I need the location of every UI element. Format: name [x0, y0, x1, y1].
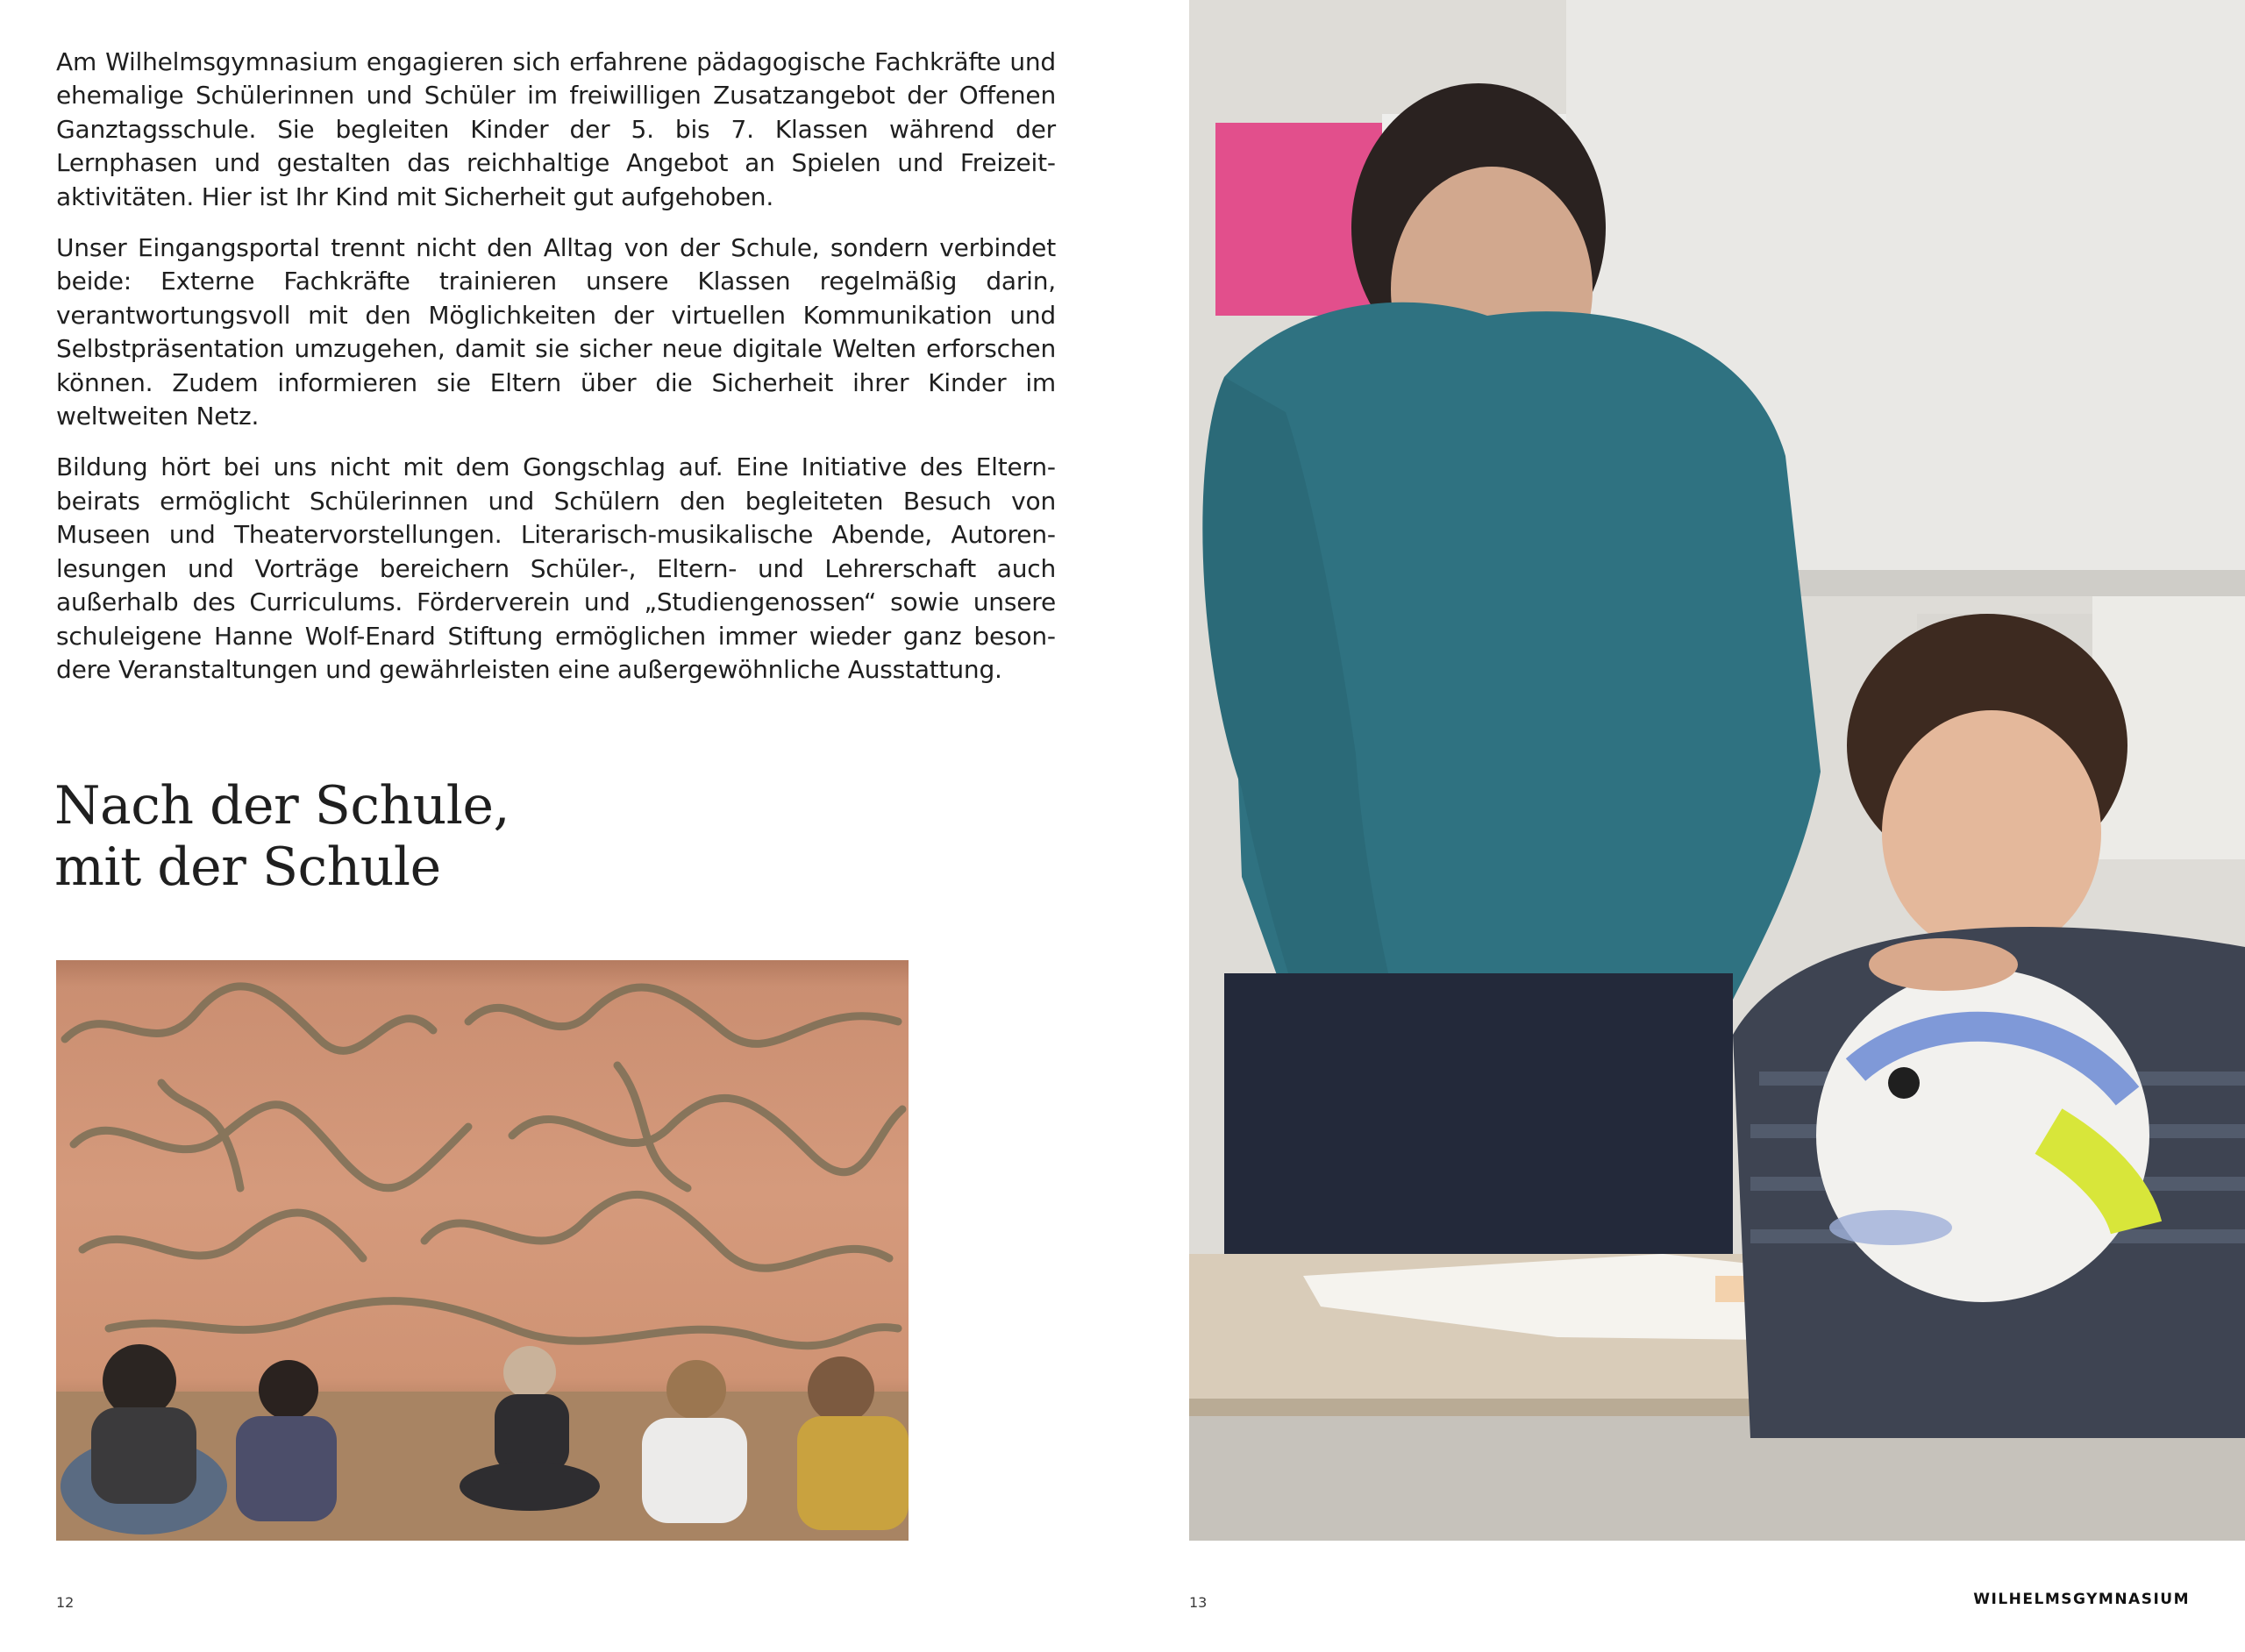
paragraph-ganztagsschule: Am Wilhelmsgymnasium engagieren sich erfahrene pädagogische Fachkräfte und ehemalige Schülerinnen und Schüler im freiwilligen Zusatzangebot der Offenen Ganztagsschule. Sie begleiten Kinder der 5. bis 7. Klassen während der Lernphasen und gestalten das reichhaltige Angebot an Spielen und Freizeitaktivitäten. Hier ist Ihr Kind mit Sicherheit gut aufgehoben. [56, 47, 1056, 211]
right-page [1189, 0, 2245, 1652]
paragraph-eingangsportal: Unser Eingangsportal trennt nicht den Alltag von der Schule, sondern verbindet beide: Externe Fachkräfte trainieren unsere Klassen regelmäßig darin, verantwortungsvoll mit den Möglichkeiten der virtuellen Kommunikation und Selbstpräsentation umzugehen, damit sie sicher neue digitale Welten erforschen können. Zudem informieren sie Eltern über die Sicherheit ihrer Kinder im weltweiten Netz. [56, 233, 1056, 431]
wall-painting-lines [65, 986, 902, 1346]
heading-line-1: Nach der Schule, [54, 775, 510, 837]
body-text [56, 46, 1056, 704]
boy-face [1882, 710, 2101, 956]
page-number: 12 [56, 1594, 75, 1611]
museum-scene [56, 960, 909, 1541]
brand-wordmark: WILHELMSGYMNASIUM [1973, 1591, 2190, 1608]
classroom-scene [1189, 0, 2245, 1541]
heading-line-2: mit der Schule [54, 837, 441, 898]
page-number: 13 [1189, 1594, 1208, 1611]
classroom-photo [1189, 0, 2245, 1541]
section-heading [54, 775, 931, 898]
paragraph-bildung: Bildung hört bei uns nicht mit dem Gongschlag auf. Eine Initiative des Elternbeirats ermöglicht Schülerinnen und Schülern den begleiteten Besuch von Museen und Theatervorstellungen. Literarisch-musikalische Abende, Autorenlesungen und Vorträge bereichern Schüler-, Eltern- und Lehrerschaft auch außerhalb des Curriculums. Förderverein und „Studiengenossen“ sowie unsere schuleigene Hanne Wolf-Enard Stiftung ermöglichen immer wieder ganz besondere Veranstaltungen und gewährleisten eine außergewöhnliche Ausstattung. [56, 452, 1056, 684]
museum-visit-photo [56, 960, 909, 1541]
